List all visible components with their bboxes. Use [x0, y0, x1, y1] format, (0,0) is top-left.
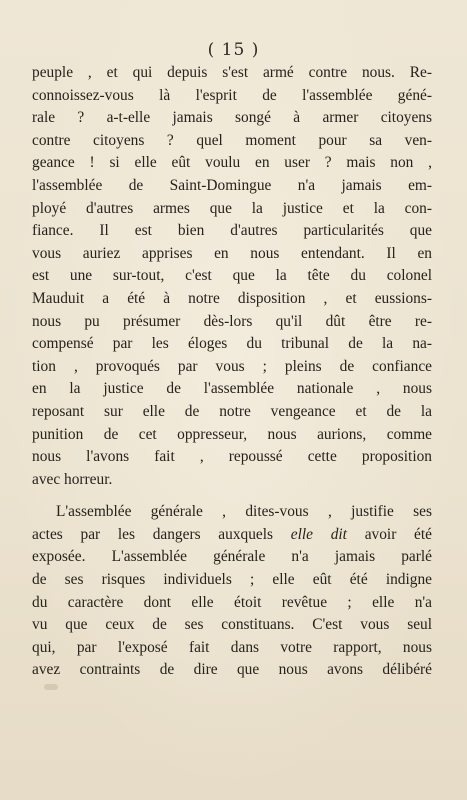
text-line: geance ! si elle eût voulu en user ? mais non ,: [32, 154, 432, 172]
text-line: vous auriez apprises en nous entendant. Il en: [32, 244, 432, 262]
italic-phrase: elle dit: [290, 525, 347, 543]
text-line: compensé par les éloges du tribunal de la na-: [32, 335, 432, 353]
text-line: du caractère dont elle étoit revêtue ; elle n'a: [32, 593, 432, 611]
page-number: ( 15 ): [207, 40, 260, 60]
text-line: nous pu présumer dès-lors qu'il dût être re-: [32, 312, 432, 330]
text-line: avez contraints de dire que nous avons délibéré: [32, 661, 432, 679]
text-line: ployé d'autres armes que la justice et la con-: [32, 199, 432, 217]
text-line: exposée. L'assemblée générale n'a jamais parlé: [32, 548, 432, 566]
text-line: vu que ceux de ses constituans. C'est vous seul: [32, 616, 432, 634]
text-line: est une sur-tout, c'est que la tête du colonel: [32, 267, 432, 285]
text-line: rale ? a-t-elle jamais songé à armer citoyens: [32, 109, 432, 127]
text-line: L'assemblée générale , dites-vous , justifie ses: [56, 503, 432, 521]
ink-smudge: [44, 684, 58, 690]
text-line: nous l'avons fait , repoussé cette proposition: [32, 448, 432, 466]
body-text: [32, 62, 432, 682]
paragraph: [32, 501, 432, 682]
text-line: en la justice de l'assemblée nationale , nous: [32, 380, 432, 398]
text-line: punition de cet oppresseur, nous aurions, comme: [32, 425, 432, 443]
text-line: reposant sur elle de notre vengeance et de la: [32, 402, 432, 420]
text-line: Mauduit a été à notre disposition , et eussions-: [32, 289, 432, 307]
text-line: fiance. Il est bien d'autres particularités que: [32, 222, 432, 240]
text-line: connoissez-vous là l'esprit de l'assemblée géné-: [32, 86, 432, 104]
text-line: contre citoyens ? quel moment pour sa ven-: [32, 131, 432, 149]
text-line: tion , provoqués par vous ; pleins de confiance: [32, 357, 432, 375]
text-line: l'assemblée de Saint-Domingue n'a jamais em-: [32, 176, 432, 194]
text-line: qui, par l'exposé fait dans votre rapport, nous: [32, 638, 432, 656]
paragraph-gap: [32, 491, 432, 501]
text-line: peuple , et qui depuis s'est armé contre nous. Re-: [32, 64, 432, 81]
text-line: avec horreur.: [32, 470, 113, 488]
text-line-with-emphasis: actes par les dangers auxquels elle dit avoir été: [32, 525, 432, 543]
paragraph: [32, 62, 432, 491]
text-line: de ses risques individuels ; elle eût été indigne: [32, 571, 432, 589]
